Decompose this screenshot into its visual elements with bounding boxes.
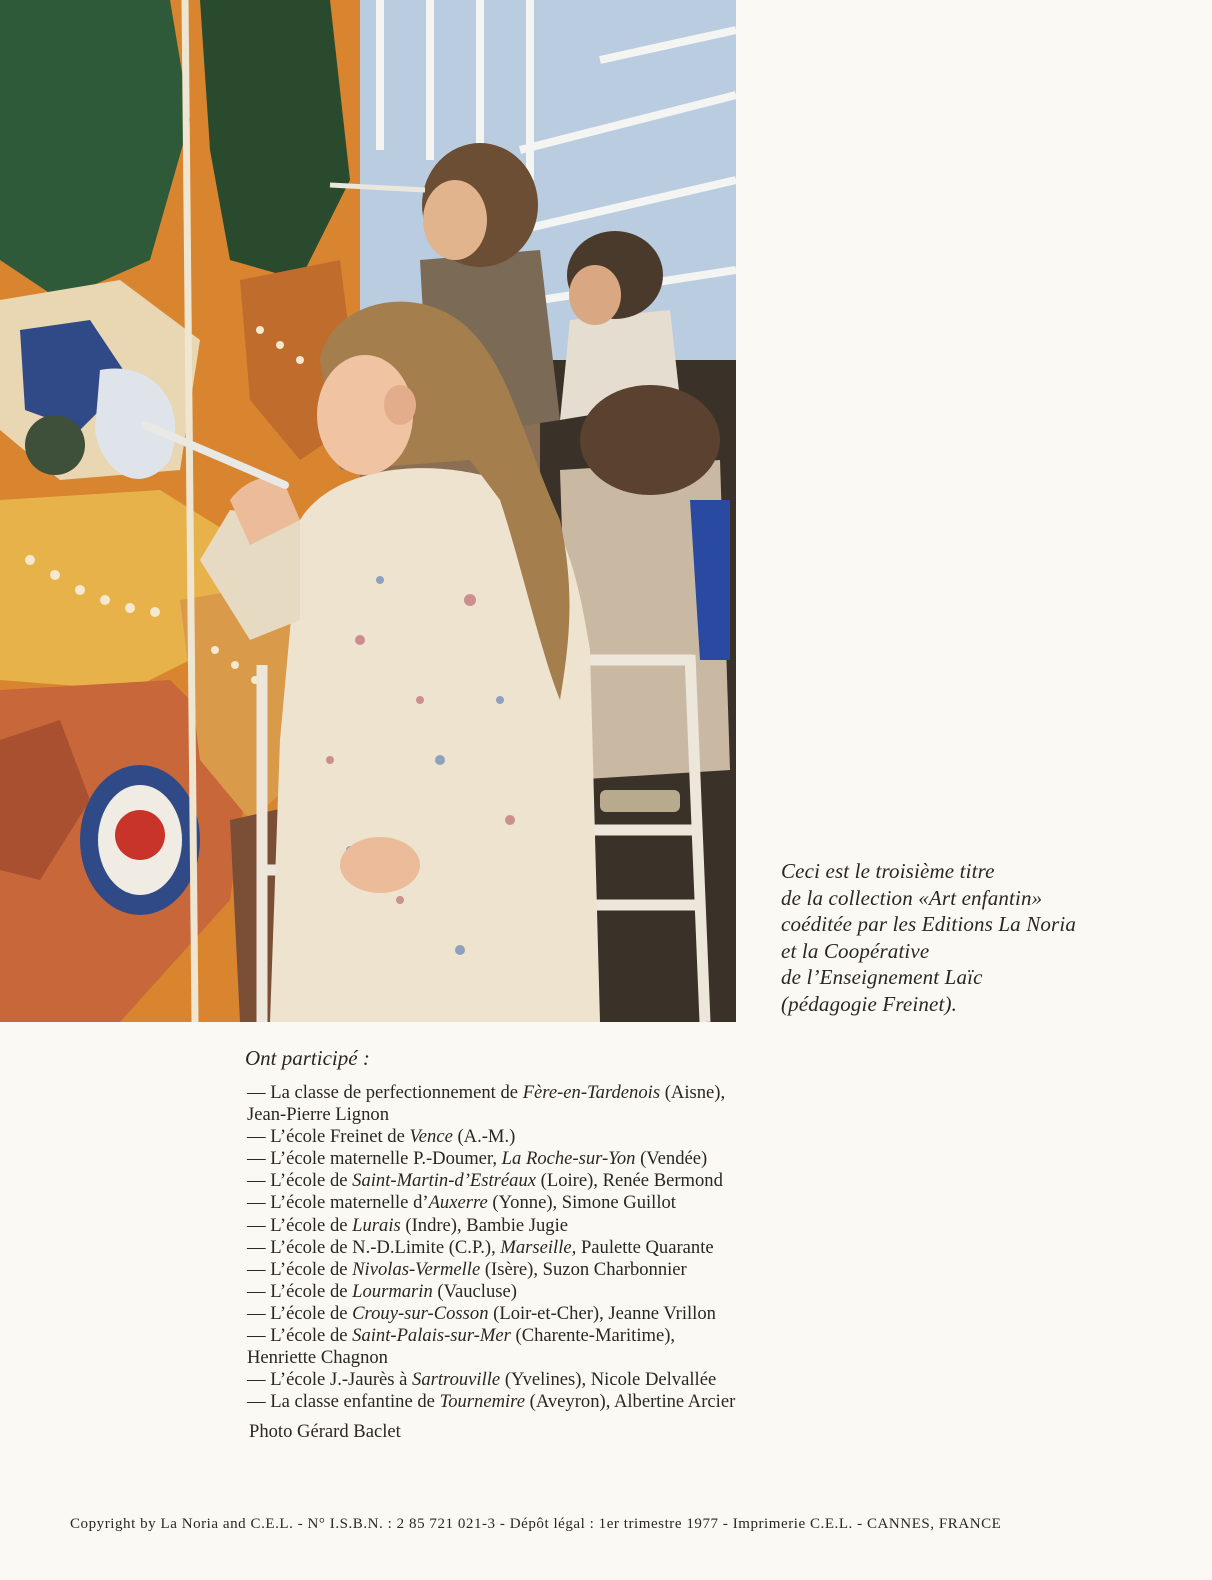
participants-heading: Ont participé : [245, 1046, 370, 1070]
colophon [781, 858, 1201, 1017]
photo-credit: Photo Gérard Baclet [249, 1421, 401, 1442]
list-item: — L’école maternelle d’Auxerre (Yonne), Simone Guillot [247, 1192, 676, 1214]
colophon-line: Ceci est le troisième titre [781, 859, 995, 883]
list-item: Jean-Pierre Lignon [247, 1104, 389, 1126]
list-item: — L’école J.-Jaurès à Sartrouville (Yvelines), Nicole Delvallée [247, 1369, 717, 1391]
colophon-line: (pédagogie Freinet). [781, 991, 957, 1016]
colophon-line: et la Coopérative [781, 938, 930, 963]
list-item: — L’école maternelle P.-Doumer, La Roche-sur-Yon (Vendée) [247, 1148, 708, 1170]
list-item: — L’école de Nivolas-Vermelle (Isère), Suzon Charbonnier [247, 1258, 687, 1280]
list-item: — La classe de perfectionnement de Fère-en-Tardenois (Aisne), [247, 1082, 726, 1103]
children-painting-mural-icon [0, 0, 736, 1022]
paint-pot [600, 790, 680, 812]
list-item: — L’école de Saint-Martin-d’Estréaux (Loire), Renée Bermond [247, 1170, 723, 1192]
list-item: — L’école de Crouy-sur-Cosson (Loir-et-Cher), Jeanne Vrillon [247, 1302, 716, 1324]
list-item: — La classe enfantine de Tournemire (Aveyron), Albertine Arcier [247, 1391, 736, 1413]
list-item: — L’école de Lurais (Indre), Bambie Jugie [247, 1214, 569, 1236]
list-item: — L’école Freinet de Vence (A.-M.) [247, 1126, 516, 1148]
colophon-line: de la collection «Art enfantin» [781, 885, 1043, 910]
list-item: — L’école de Lourmarin (Vaucluse) [247, 1280, 517, 1302]
colophon-line: de l’Enseignement Laïc [781, 965, 983, 989]
participants-list [247, 1082, 887, 1413]
children-painting-photo [0, 0, 736, 1022]
copyright-footer: Copyright by La Noria and C.E.L. - N° I.S.B.N. : 2 85 721 021-3 - Dépôt légal : 1er trimestre 1977 - Imprimerie C.E.L. - CANNES, FRANCE [70, 1516, 1002, 1532]
list-item: Henriette Chagnon [247, 1347, 388, 1369]
list-item: — L’école de Saint-Palais-sur-Mer (Charente-Maritime), [247, 1325, 676, 1347]
colophon-line: coéditée par les Editions La Noria [781, 912, 1076, 936]
list-item: — L’école de N.-D.Limite (C.P.), Marseille, Paulette Quarante [247, 1236, 714, 1258]
